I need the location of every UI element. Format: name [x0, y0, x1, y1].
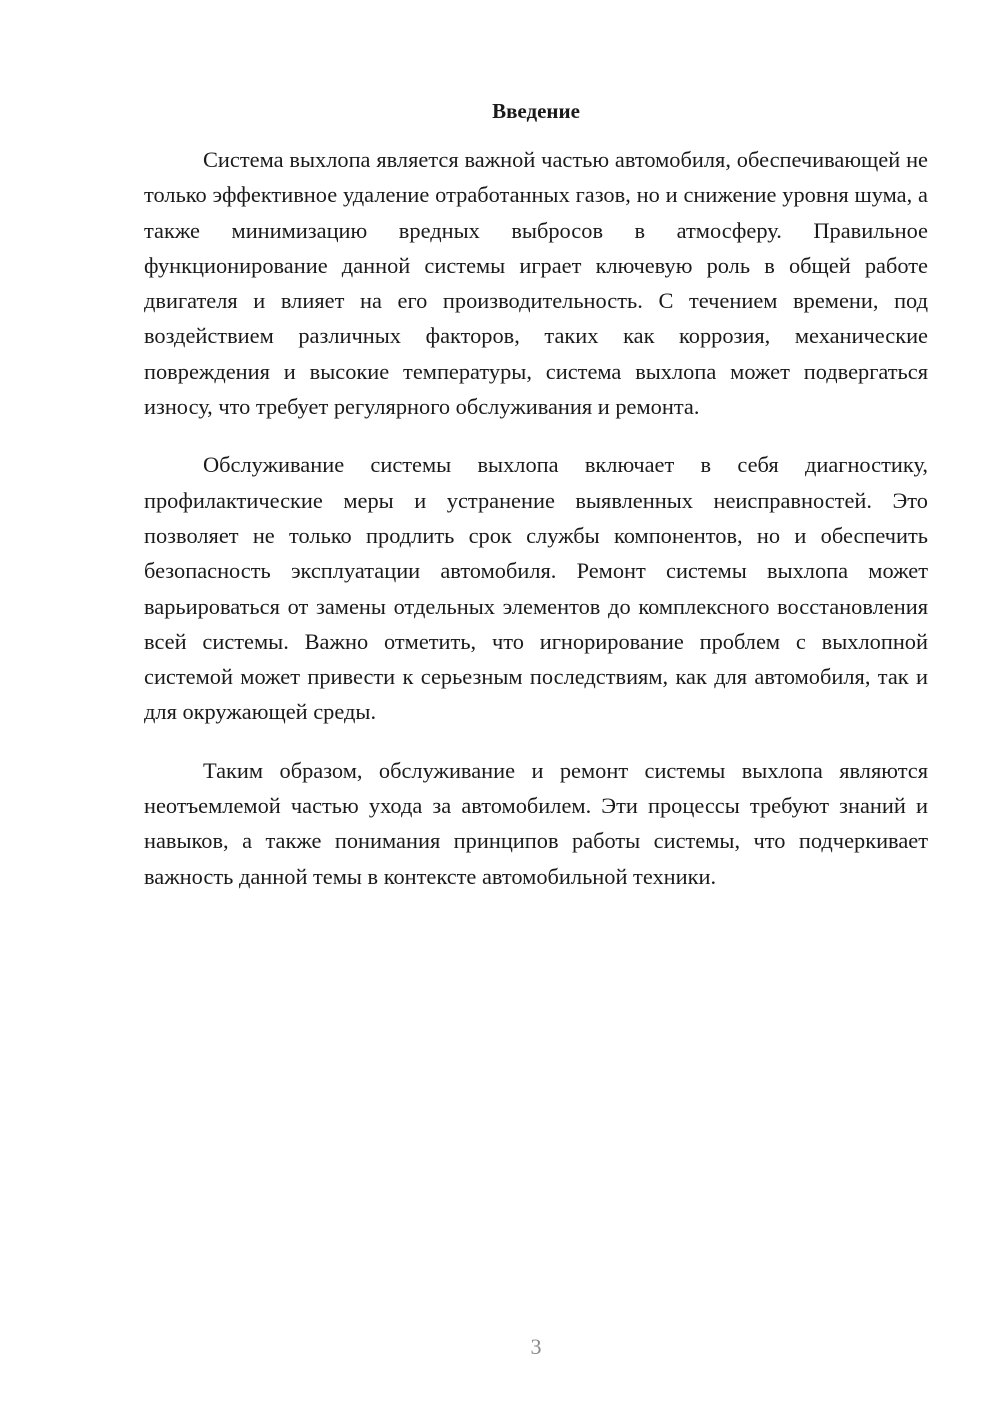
paragraph-2: Обслуживание системы выхлопа включает в себя диагностику, профилактические меры и устранение выявленных неисправностей. Это позволяет не только продлить срок службы компонентов, но и обеспечить безопасность эксплуатации автомобиля. Ремонт системы выхлопа может варьироваться от замены отдельных элементов до комплексного восстановления всей системы. Важно отметить, что игнорирование проблем с выхлопной системой может привести к серьезным последствиям, как для автомобиля, так и для окружающей среды.: [144, 452, 928, 725]
page-content: [144, 98, 928, 917]
section-title: Введение: [492, 99, 580, 123]
paragraph-1: Система выхлопа является важной частью автомобиля, обеспечивающей не только эффективное удаление отработанных газов, но и снижение уровня шума, а также минимизацию вредных выбросов в атмосферу. Правильное функционирование данной системы играет ключевую роль в общей работе двигателя и влияет на его производительность. С течением времени, под воздействием различных факторов, таких как коррозия, механические повреждения и высокие температуры, система выхлопа может подвергаться износу, что требует регулярного обслуживания и ремонта.: [144, 147, 928, 420]
page-number: 3: [530, 1334, 542, 1359]
paragraph-3: Таким образом, обслуживание и ремонт системы выхлопа являются неотъемлемой частью ухода за автомобилем. Эти процессы требуют знаний и навыков, а также понимания принципов работы системы, что подчеркивает важность данной темы в контексте автомобильной техники.: [144, 757, 928, 889]
